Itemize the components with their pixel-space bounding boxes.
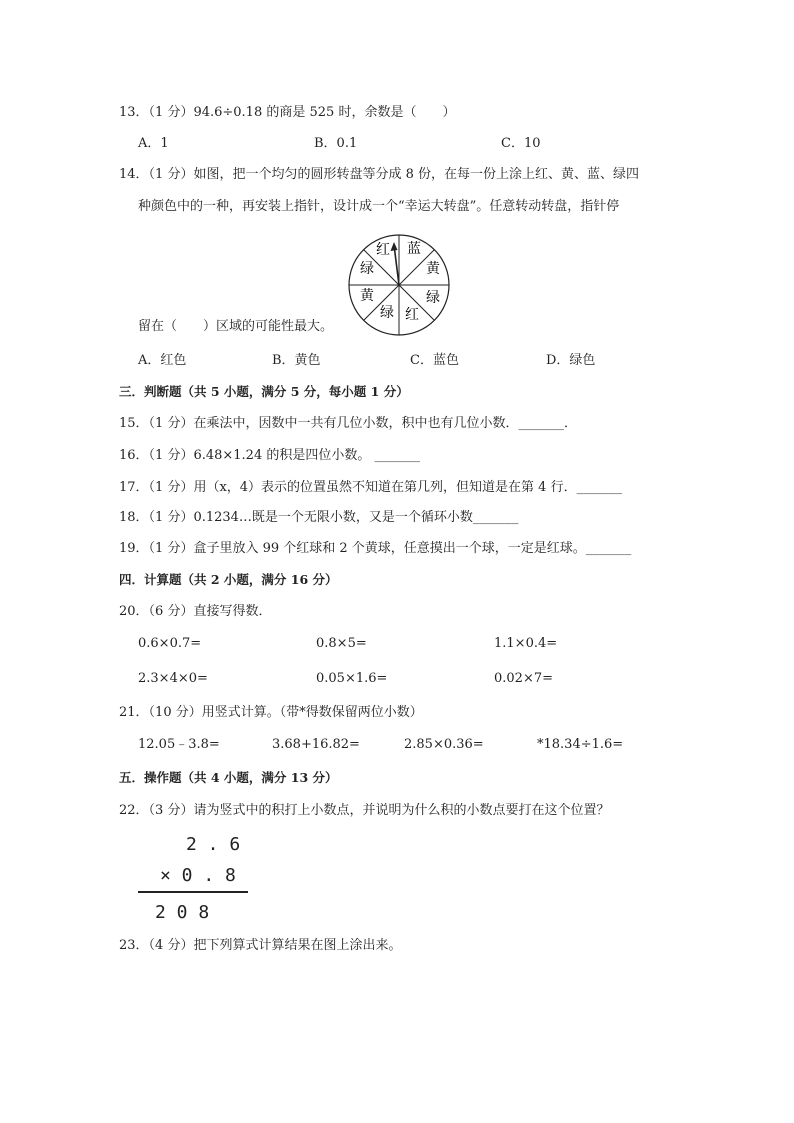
sector-label: 红: [376, 242, 390, 258]
q22-stem: 22．（3 分）请为竖式中的积打上小数点，并说明为什么积的小数点要打在这个位置？: [119, 803, 610, 818]
q14-option-c: C．蓝色: [410, 353, 459, 368]
q15-stem: 15．（1 分）在乘法中，因数中一共有几位小数，积中也有几位小数．_______．: [119, 416, 577, 431]
sector-label: 黄: [360, 288, 374, 304]
q20-item: 0.8×5=: [316, 636, 367, 651]
section-4-heading: 四．计算题（共 2 小题，满分 16 分）: [119, 572, 338, 587]
q20-item: 0.05×1.6=: [316, 671, 388, 686]
multiplier-row: × 0 . 8: [160, 865, 236, 886]
q14-stem-line3: 留在（ ）区域的可能性最大。: [138, 319, 334, 334]
sector-label: 绿: [380, 305, 394, 321]
spinner-pointer: [394, 245, 399, 285]
q13-option-b: B．0.1: [314, 136, 358, 151]
multiplicand-row: 2 . 6: [186, 834, 241, 855]
section-5-heading: 五．操作题（共 4 小题，满分 13 分）: [119, 770, 338, 785]
q20-item: 1.1×0.4=: [494, 636, 558, 651]
sector-label: 绿: [360, 261, 374, 277]
q23-stem: 23．（4 分）把下列算式计算结果在图上涂出来。: [119, 938, 402, 953]
section-3-heading: 三．判断题（共 5 小题，满分 5 分，每小题 1 分）: [119, 384, 409, 399]
q14-stem-line2: 种颜色中的一种，再安装上指针，设计成一个“幸运大转盘”。任意转动转盘，指针停: [138, 199, 620, 214]
calculation-rule: [138, 891, 248, 893]
sector-label: 黄: [426, 261, 440, 277]
sector-label: 蓝: [407, 241, 421, 257]
q13-option-c: C．10: [501, 136, 541, 151]
q21-stem: 21．（10 分）用竖式计算。（带*得数保留两位小数）: [119, 705, 423, 720]
pointer-arrowhead: [391, 242, 398, 251]
spinner-diagram: [345, 231, 453, 339]
q21-item: 12.05﹣3.8=: [138, 737, 220, 752]
q14-option-b: B．黄色: [272, 353, 321, 368]
q17-stem: 17．（1 分）用（x，4）表示的位置虽然不知道在第几列，但知道是在第 4 行．_______: [119, 480, 623, 495]
q21-item: *18.34÷1.6=: [537, 737, 624, 752]
q19-stem: 19．（1 分）盒子里放入 99 个红球和 2 个黄球，任意摸出一个球，一定是红球。_______: [119, 541, 632, 556]
q18-stem: 18．（1 分）0.1234…既是一个无限小数，又是一个循环小数_______: [119, 510, 519, 525]
product-row: 2 0 8: [155, 902, 210, 923]
q20-item: 0.02×7=: [494, 671, 554, 686]
q13-option-a: A．1: [138, 136, 169, 151]
q20-item: 0.6×0.7=: [138, 636, 202, 651]
q16-stem: 16．（1 分）6.48×1.24 的积是四位小数。 _______: [119, 448, 420, 463]
sector-label: 红: [405, 307, 419, 323]
q14-option-a: A．红色: [138, 353, 187, 368]
q14-stem-line1: 14．（1 分）如图，把一个均匀的圆形转盘等分成 8 份，在每一份上涂上红、黄、蓝、绿四: [119, 167, 639, 182]
q21-item: 3.68+16.82=: [272, 737, 360, 752]
q21-item: 2.85×0.36=: [404, 737, 484, 752]
q13-stem: 13．（1 分）94.6÷0.18 的商是 525 时，余数是（ ）: [119, 105, 456, 120]
q14-option-d: D．绿色: [546, 353, 596, 368]
q20-item: 2.3×4×0=: [138, 671, 208, 686]
q20-stem: 20．（6 分）直接写得数．: [119, 604, 272, 619]
sector-label: 绿: [426, 290, 440, 306]
